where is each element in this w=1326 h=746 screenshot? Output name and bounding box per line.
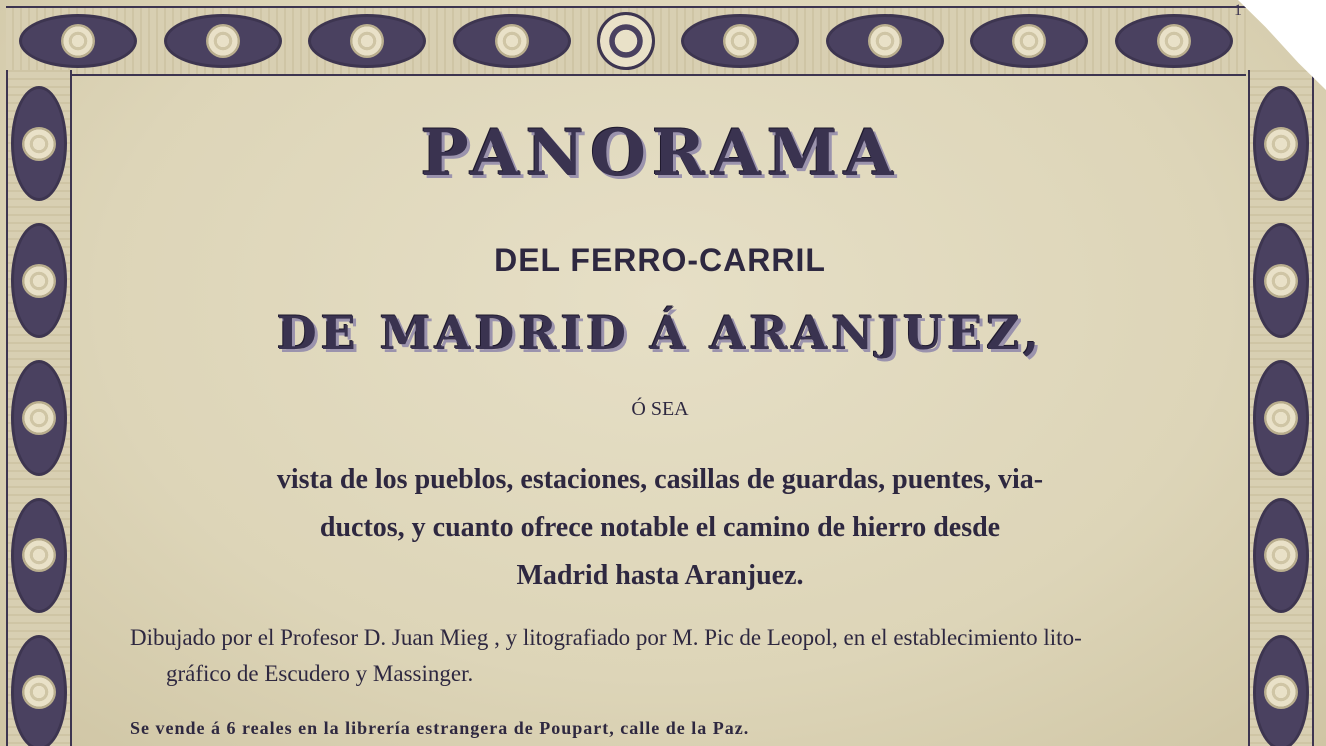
rosette-medallion [1253, 635, 1309, 746]
center-rosette-icon [597, 12, 655, 70]
rosette-medallion [1253, 86, 1309, 201]
rosette-icon [22, 264, 56, 298]
rosette-medallion [308, 14, 426, 68]
rosette-medallion [1253, 223, 1309, 338]
ornamental-border-left [6, 70, 72, 746]
rosette-medallion [19, 14, 137, 68]
description-line: vista de los pueblos, estaciones, casillas de guardas, puentes, via- [276, 464, 1044, 495]
rosette-icon [1264, 675, 1298, 709]
rosette-icon [206, 24, 240, 58]
page-mark: 1 [1234, 2, 1242, 19]
rosette-medallion [1253, 360, 1309, 475]
rosette-medallion [1115, 14, 1233, 68]
rosette-medallion [11, 223, 67, 338]
credits [130, 620, 1190, 692]
rosette-medallion [681, 14, 799, 68]
description-line: Madrid hasta Aranjuez. [516, 560, 804, 591]
rosette-icon [22, 127, 56, 161]
rosette-icon [1264, 538, 1298, 572]
credit-line: Dibujado por el Profesor D. Juan Mieg , y litografiado por M. Pic de Leopol, en el establecimiento lito- [130, 625, 1082, 650]
rosette-medallion [453, 14, 571, 68]
page-title: PANORAMA [420, 116, 900, 191]
rosette-icon [22, 401, 56, 435]
rosette-icon [1264, 401, 1298, 435]
description [130, 456, 1190, 600]
rosette-icon [61, 24, 95, 58]
rosette-icon [1157, 24, 1191, 58]
page-subtitle: DEL FERRO-CARRIL [494, 242, 826, 278]
ornamental-border-right [1248, 70, 1314, 746]
sale-notice: Se vende á 6 reales en la librería estrangera de Poupart, calle de la Paz. [130, 718, 750, 738]
rosette-medallion [1253, 498, 1309, 613]
connector-text: Ó SEA [631, 398, 689, 420]
rosette-icon [1012, 24, 1046, 58]
page-title-line-2: DE MADRID Á ARANJUEZ, [276, 306, 1044, 360]
credit-line: gráfico de Escudero y Massinger. [166, 661, 474, 686]
rosette-icon [1264, 127, 1298, 161]
title-page-content [80, 80, 1240, 746]
rosette-medallion [11, 498, 67, 613]
rosette-icon [868, 24, 902, 58]
rosette-medallion [11, 360, 67, 475]
ornamental-border-top [6, 6, 1246, 76]
rosette-icon [495, 24, 529, 58]
rosette-medallion [826, 14, 944, 68]
rosette-medallion [970, 14, 1088, 68]
rosette-medallion [164, 14, 282, 68]
rosette-icon [1264, 264, 1298, 298]
rosette-icon [350, 24, 384, 58]
rosette-medallion [11, 635, 67, 746]
rosette-icon [723, 24, 757, 58]
rosette-medallion [11, 86, 67, 201]
rosette-icon [22, 538, 56, 572]
rosette-icon [22, 675, 56, 709]
description-line: ductos, y cuanto ofrece notable el camino de hierro desde [319, 512, 1001, 543]
